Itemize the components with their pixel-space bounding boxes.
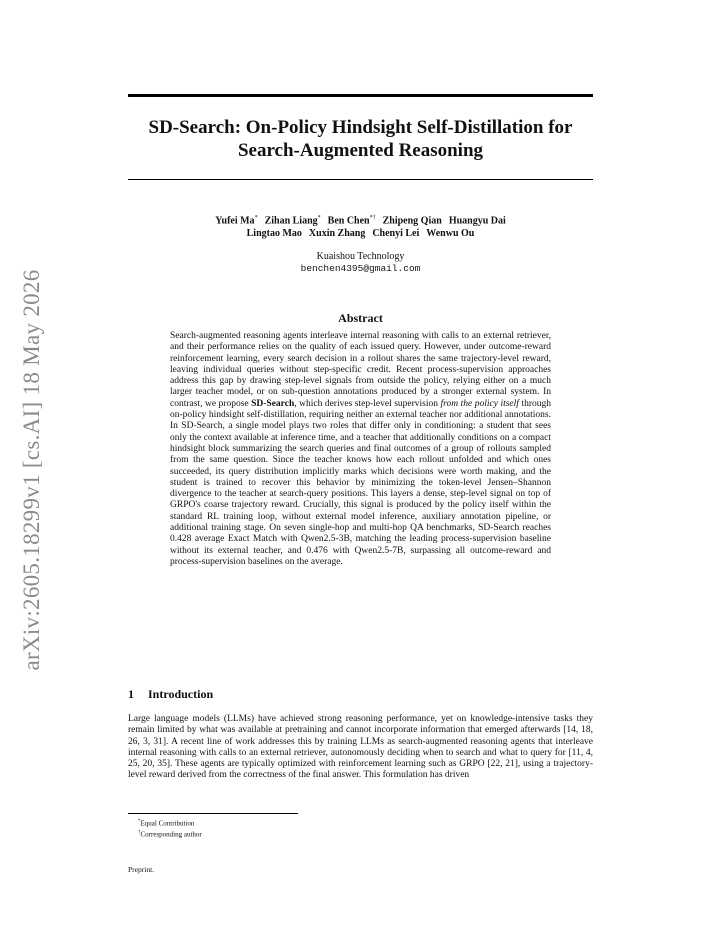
author-name: Zhipeng Qian <box>382 215 442 227</box>
preprint-label: Preprint. <box>128 865 155 874</box>
title-top-rule <box>128 94 593 97</box>
author-name: Lingtao Mao <box>246 228 302 240</box>
abstract-emphasis: from the policy itself <box>440 398 519 409</box>
abstract-body <box>170 331 551 568</box>
author-name: Yufei Ma <box>215 215 255 227</box>
affiliation-block <box>128 251 593 275</box>
author-mark: *† <box>369 215 376 221</box>
author-name: Huangyu Dai <box>448 215 506 227</box>
paper-title: SD-Search: On-Policy Hindsight Self-Distillation for Search-Augmented Reasoning <box>148 117 573 161</box>
footnote-mark: † <box>138 830 141 836</box>
introduction-paragraph: Large language models (LLMs) have achieved strong reasoning performance, yet on knowledge-intensive tasks they remain limited by what was available at pretraining and cannot incorporate information that emerged afterwards [14, 18, 26, 3, 31]. A recent line of work addresses this by training LLMs as search-augmented reasoning agents that interleave internal reasoning with calls to an external retriever, autonomously deciding when to search and what to query for [11, 4, 25, 20, 35]. These agents are typically optimized with reinforcement learning such as GRPO [22, 21], using a trajectory-level reward derived from the correctness of the final answer. This formulation has driven <box>128 714 593 781</box>
footnote-text: Equal Contribution <box>140 819 195 828</box>
section-title: Introduction <box>148 687 214 701</box>
footnote-equal-contribution <box>138 817 202 828</box>
author-line-1 <box>128 212 593 227</box>
author-email: benchen4395@gmail.com <box>300 263 421 274</box>
method-name: SD-Search <box>251 398 295 409</box>
section-number: 1 <box>128 687 134 701</box>
arxiv-identifier-stamp <box>12 270 52 670</box>
title-bottom-rule <box>128 179 593 180</box>
footnote-mark: * <box>138 819 141 824</box>
abstract-heading: Abstract <box>338 311 383 325</box>
footnotes <box>138 817 202 840</box>
affiliation: Kuaishou Technology <box>316 251 405 262</box>
footnote-corresponding-author <box>138 828 202 839</box>
author-name: Xuxin Zhang <box>308 228 366 240</box>
author-mark: * <box>254 215 258 221</box>
arxiv-id-text: arXiv:2605.18299v1 [cs.AI] 18 May 2026 <box>19 269 44 671</box>
author-name: Wenwu Ou <box>426 228 475 240</box>
author-line-2 <box>128 227 593 240</box>
author-mark: * <box>317 215 321 221</box>
author-name: Ben Chen <box>327 215 370 227</box>
abstract-text-2: , which derives step-level supervision <box>294 398 441 409</box>
author-name: Chenyi Lei <box>372 228 420 240</box>
footnote-text: Corresponding author <box>140 830 202 839</box>
author-name: Zihan Liang <box>264 215 318 227</box>
author-list <box>128 212 593 240</box>
abstract-text-1: Search-augmented reasoning agents interleave internal reasoning with calls to an external retriever, and their performance relies on the quality of each issued query. However, under outcome-reward reinforcement learning, every search decision in a rollout shares the same trajectory-level reward, leaving individual queries without step-specific credit. Recent process-supervision approaches address this gap by drawing step-level signals from outside the policy, relying either on a much larger teacher model, or on sub-question annotations produced by a stronger external system. In contrast, we propose <box>170 331 551 409</box>
section-heading-introduction <box>128 687 213 702</box>
abstract-text-3: through on-policy hindsight self-distillation, requiring neither an external teacher nor additional annotations. In SD-Search, a single model plays two roles that differ only in conditioning: a student that sees only the context available at inference time, and a teacher that additionally conditions on a compact hindsight block summarizing the search queries and final outcomes of a group of rollouts sampled from the same question. Since the teacher knows how each rollout unfolded and which ones succeeded, its query distribution implicitly marks which decisions were worth making, and the student is trained to recover this behavior by minimizing the token-level Jensen–Shannon divergence to the teacher at search-query positions. This layers a dense, step-level signal on top of GRPO's coarse trajectory reward. Crucially, this signal is produced by the policy itself within the standard RL training loop, without external model inference, auxiliary annotation pipeline, or additional training stage. On seven single-hop and multi-hop QA benchmarks, SD-Search reaches 0.428 average Exact Match with Qwen2.5-3B, matching the leading process-supervision baseline without its external teacher, and 0.476 with Qwen2.5-7B, surpassing all outcome-reward and process-supervision baselines on the average. <box>170 398 551 567</box>
footnote-rule <box>128 813 298 814</box>
